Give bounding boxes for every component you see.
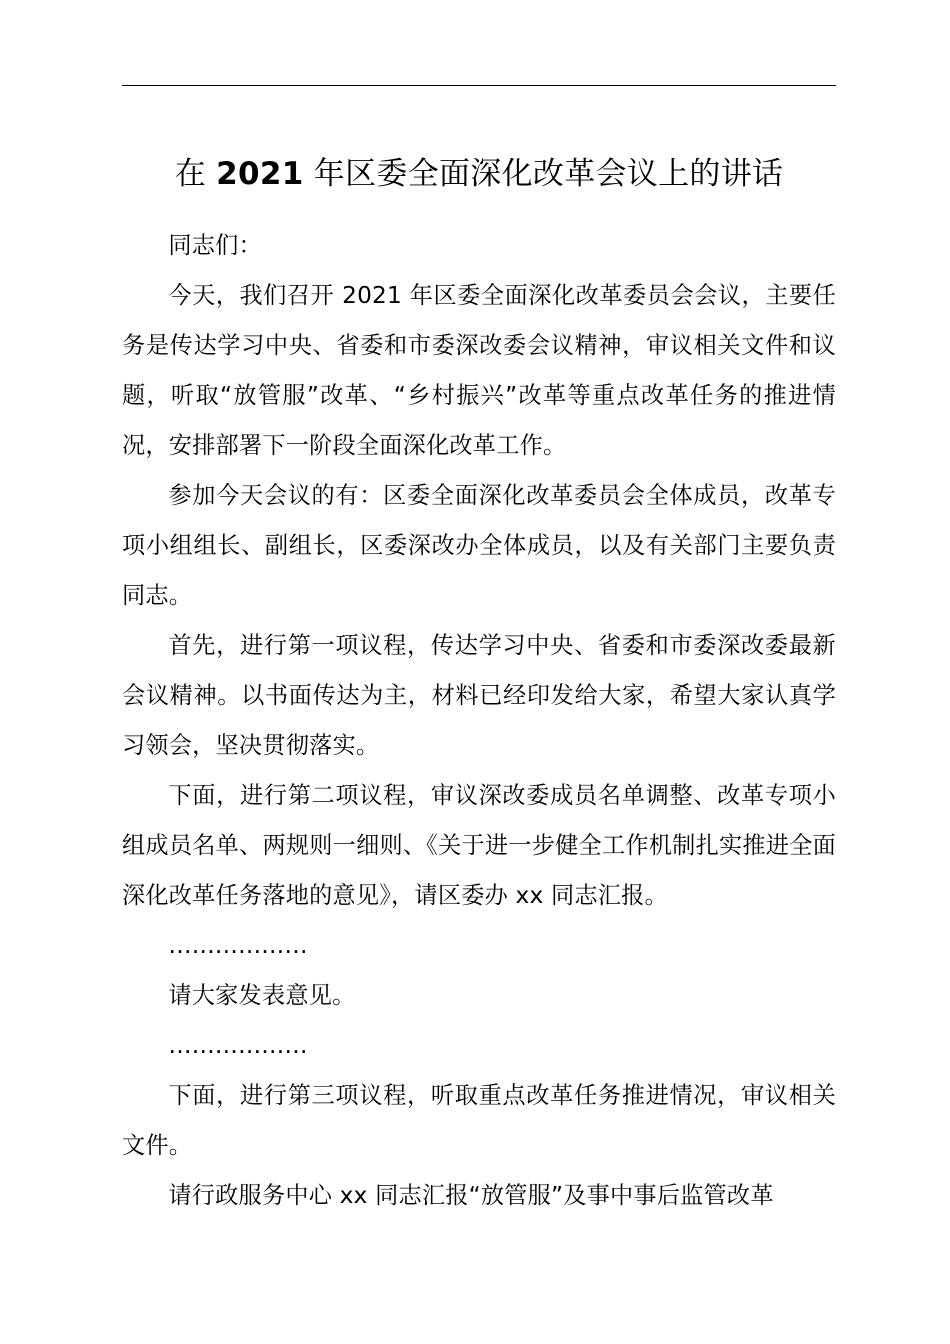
- ellipsis-line: ………………: [168, 932, 308, 959]
- title-suffix: 年区委全面深化改革会议上的讲话: [313, 156, 784, 192]
- paragraph-agenda-item-3: 下面，进行第三项议程，听取重点改革任务推进情况，审议相关文件。: [122, 1082, 836, 1159]
- paragraph-invite-opinions: 请大家发表意见。: [168, 982, 356, 1009]
- title-prefix: 在: [174, 156, 206, 192]
- paragraph-agenda-item-2: 下面，进行第二项议程，审议深改委成员名单调整、改革专项小组成员名单、两规则一细则、《关于进一步健全工作机制扎实推进全面深化改革任务落地的意见》，请区委办 xx 同志汇报。: [122, 782, 836, 909]
- document-title: [122, 150, 836, 198]
- paragraph-agenda-item-1: 首先，进行第一项议程，传达学习中央、省委和市委深改委最新会议精神。以书面传达为主，材料已经印发给大家，希望大家认真学习领会，坚决贯彻落实。: [122, 632, 836, 759]
- salutation: 同志们：: [168, 232, 262, 259]
- header-rule: [122, 85, 836, 86]
- paragraph-attendees: 参加今天会议的有：区委全面深化改革委员会全体成员，改革专项小组组长、副组长，区委深改办全体成员，以及有关部门主要负责同志。: [122, 482, 836, 609]
- paragraph-report-request: 请行政服务中心 xx 同志汇报“放管服”及事中事后监管改革: [168, 1182, 774, 1209]
- title-year: 2021: [216, 156, 304, 192]
- ellipsis-line: ………………: [168, 1032, 308, 1059]
- paragraph-meeting-purpose: 今天，我们召开 2021 年区委全面深化改革委员会会议，主要任务是传达学习中央、省委和市委深改委会议精神，审议相关文件和议题，听取“放管服”改革、“乡村振兴”改革等重点改革任务的推进情况，安排部署下一阶段全面深化改革工作。: [122, 282, 836, 459]
- document-body: [122, 221, 836, 1221]
